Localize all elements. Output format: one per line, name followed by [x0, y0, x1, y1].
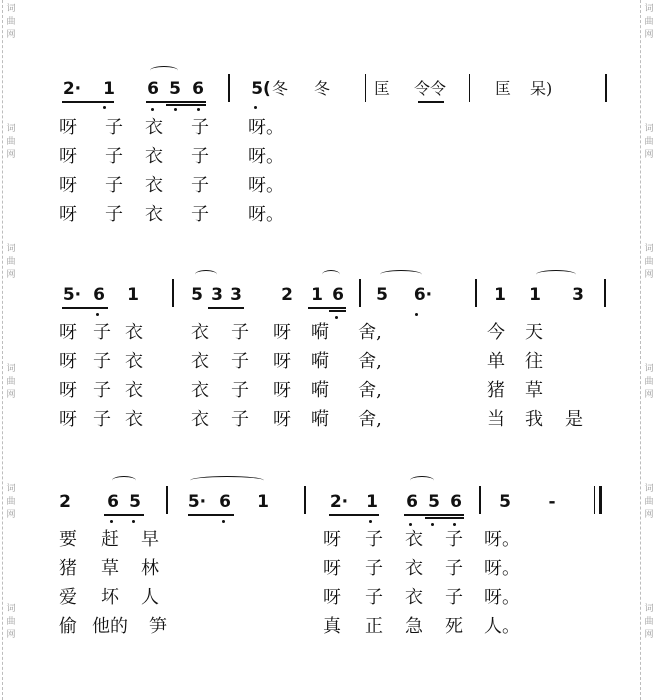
note-underline [329, 310, 346, 312]
lower-octave-dot [96, 313, 99, 316]
note-underline [166, 104, 206, 106]
lyric-syllable: 子 [445, 529, 463, 550]
lyric-syllable: 子 [105, 175, 123, 196]
note-underline [62, 101, 114, 103]
note-underline [104, 514, 144, 516]
lyric-syllable: 猪 [59, 558, 77, 579]
watermark-char: 词 [6, 244, 16, 254]
lyric-syllable: 死 [445, 616, 463, 637]
note-underline [146, 101, 206, 103]
lyric-syllable: 衣 [191, 409, 209, 430]
lyric-syllable: 呀。 [248, 204, 284, 225]
watermark-char: 网 [6, 150, 16, 160]
lyric-syllable: 子 [231, 351, 249, 372]
slur [380, 270, 422, 279]
lower-octave-dot [103, 106, 106, 109]
lyric-syllable: 呀 [323, 587, 341, 608]
note: 1 [366, 492, 378, 512]
lyric-syllable: 子 [365, 587, 383, 608]
lyric-syllable: 呀 [323, 529, 341, 550]
watermark-char: 词 [6, 484, 16, 494]
lyric-syllable: 呀 [59, 351, 77, 372]
lyric-syllable: 呀 [273, 380, 291, 401]
note: 6 [450, 492, 462, 512]
watermark-char: 曲 [6, 17, 16, 27]
note: 5· [187, 492, 207, 512]
watermark-char: 网 [6, 390, 16, 400]
watermark-char: 曲 [6, 617, 16, 627]
lyric-syllable: 呀 [59, 204, 77, 225]
slur [536, 270, 576, 279]
lyric-syllable: 嗬 [311, 322, 329, 343]
final-barline-thick [599, 486, 602, 514]
note: 5 [129, 492, 141, 512]
watermark-char: 网 [6, 270, 16, 280]
lyric-syllable: 呀 [273, 351, 291, 372]
lyric-syllable: 衣 [125, 380, 143, 401]
note-underline [308, 307, 346, 309]
barline [304, 486, 306, 514]
note: 2 [281, 285, 293, 305]
lyric-syllable: 嗬 [311, 409, 329, 430]
note: 5( [251, 79, 271, 99]
slur [112, 476, 136, 485]
note: 1 [257, 492, 269, 512]
watermark-char: 曲 [644, 377, 654, 387]
note: 5 [191, 285, 203, 305]
lyric-syllable: 早 [141, 529, 159, 550]
watermark-char: 曲 [644, 497, 654, 507]
lyric-syllable: 子 [231, 322, 249, 343]
lyric-syllable: 呀 [273, 322, 291, 343]
slur [195, 270, 217, 279]
lyric-syllable: 呀。 [248, 175, 284, 196]
lyric-syllable: 子 [105, 117, 123, 138]
lyric-syllable: 衣 [145, 146, 163, 167]
left-watermark-strip [2, 0, 19, 700]
lyric-syllable: 衣 [125, 322, 143, 343]
lyric-syllable: 呀。 [484, 558, 520, 579]
note: 1 [311, 285, 323, 305]
note: 6 [219, 492, 231, 512]
note: - [548, 492, 556, 512]
final-barline-thin [594, 486, 595, 514]
lyric-syllable: 嗬 [311, 351, 329, 372]
lower-octave-dot [409, 523, 412, 526]
note: 6 [107, 492, 119, 512]
lyric-syllable: 呀。 [248, 146, 284, 167]
lower-octave-dot [453, 523, 456, 526]
lyric-syllable: 子 [365, 558, 383, 579]
lower-octave-dot [415, 313, 418, 316]
lyric-syllable: 呀 [59, 175, 77, 196]
lyric-syllable: 爱 [59, 587, 77, 608]
lyric-syllable: 子 [191, 204, 209, 225]
lyric-syllable: 衣 [125, 409, 143, 430]
note: 3 [572, 285, 584, 305]
note: 2 [59, 492, 71, 512]
barline [605, 74, 607, 102]
lyric-syllable: 呀 [59, 380, 77, 401]
lyric-syllable: 坏 [101, 587, 119, 608]
lyric-syllable: 子 [191, 146, 209, 167]
lower-octave-dot [110, 520, 113, 523]
watermark-char: 曲 [644, 617, 654, 627]
lyric-syllable: 衣 [125, 351, 143, 372]
lyric-syllable: 衣 [145, 117, 163, 138]
watermark-char: 网 [644, 510, 654, 520]
watermark-char: 曲 [6, 137, 16, 147]
lyric-syllable: 人 [141, 587, 159, 608]
lower-octave-dot [197, 108, 200, 111]
lyric-syllable: 子 [93, 351, 111, 372]
lower-octave-dot [151, 108, 154, 111]
barline [604, 279, 606, 307]
lyric-syllable: 笋 [149, 616, 167, 637]
barline [228, 74, 230, 102]
note: 3 [230, 285, 242, 305]
lyric-syllable: 人。 [484, 616, 520, 637]
note: 3 [211, 285, 223, 305]
watermark-char: 曲 [6, 497, 16, 507]
lyric-syllable: 猪 [487, 380, 505, 401]
watermark-char: 词 [6, 4, 16, 14]
lyric-syllable: 是 [565, 409, 583, 430]
note: 5· [62, 285, 82, 305]
watermark-char: 网 [644, 150, 654, 160]
watermark-char: 词 [644, 244, 654, 254]
lyric-syllable: 子 [191, 117, 209, 138]
barline [172, 279, 174, 307]
note: 6 [147, 79, 159, 99]
lyric-syllable: 单 [487, 351, 505, 372]
lower-octave-dot [174, 108, 177, 111]
watermark-char: 词 [644, 4, 654, 14]
slur [410, 476, 434, 485]
watermark-char: 词 [6, 124, 16, 134]
lower-octave-dot [132, 520, 135, 523]
lyric-syllable: 舍, [358, 322, 382, 343]
note-underline [188, 514, 234, 516]
lyric-syllable: 子 [93, 409, 111, 430]
right-watermark-strip [640, 0, 657, 700]
barline [479, 486, 481, 514]
lyric-syllable: 呀 [59, 409, 77, 430]
lyric-syllable: 要 [59, 529, 77, 550]
lyric-syllable: 林 [141, 558, 159, 579]
watermark-char: 词 [644, 364, 654, 374]
barline [166, 486, 168, 514]
slur [190, 476, 264, 485]
watermark-char: 网 [644, 270, 654, 280]
note: 6 [332, 285, 344, 305]
lyric-syllable: 舍, [358, 351, 382, 372]
watermark-char: 曲 [644, 257, 654, 267]
lower-octave-dot [431, 523, 434, 526]
watermark-char: 网 [644, 630, 654, 640]
note-underline [208, 307, 244, 309]
lyric-syllable: 子 [445, 587, 463, 608]
watermark-char: 词 [6, 364, 16, 374]
lyric-syllable: 衣 [145, 175, 163, 196]
lyric-syllable: 子 [105, 146, 123, 167]
watermark-char: 网 [644, 30, 654, 40]
lyric-syllable: 当 [487, 409, 505, 430]
barline [359, 279, 361, 307]
percussion-syllable: 匡 [495, 79, 512, 98]
note-underline [425, 517, 464, 519]
barline [475, 279, 477, 307]
watermark-char: 曲 [6, 257, 16, 267]
note: 1 [494, 285, 506, 305]
note-underline [404, 514, 464, 516]
percussion-syllable: 令令 [414, 79, 447, 98]
lyric-syllable: 呀 [323, 558, 341, 579]
lyric-syllable: 草 [525, 380, 543, 401]
lyric-syllable: 衣 [191, 351, 209, 372]
lyric-syllable: 正 [365, 616, 383, 637]
note: 1 [127, 285, 139, 305]
lyric-syllable: 衣 [191, 380, 209, 401]
lyric-syllable: 衣 [405, 587, 423, 608]
lyric-syllable: 他的 [92, 616, 128, 637]
lyric-syllable: 呀 [59, 117, 77, 138]
lyric-syllable: 往 [525, 351, 543, 372]
lyric-syllable: 子 [231, 409, 249, 430]
lyric-syllable: 舍, [358, 380, 382, 401]
lower-octave-dot [254, 106, 257, 109]
watermark-char: 曲 [644, 137, 654, 147]
lyric-syllable: 衣 [405, 529, 423, 550]
note: 2· [62, 79, 82, 99]
lyric-syllable: 今 [487, 322, 505, 343]
lyric-syllable: 我 [525, 409, 543, 430]
lyric-syllable: 呀。 [484, 529, 520, 550]
note: 1 [103, 79, 115, 99]
percussion-syllable: 冬 [314, 79, 331, 98]
lyric-syllable: 呀 [273, 409, 291, 430]
lyric-syllable: 呀。 [484, 587, 520, 608]
lyric-syllable: 子 [365, 529, 383, 550]
lyric-syllable: 子 [105, 204, 123, 225]
note: 6 [93, 285, 105, 305]
note: 6 [192, 79, 204, 99]
lower-octave-dot [369, 520, 372, 523]
watermark-char: 词 [644, 604, 654, 614]
slur [322, 270, 340, 279]
watermark-char: 曲 [6, 377, 16, 387]
lyric-syllable: 呀 [59, 322, 77, 343]
note: 2· [329, 492, 349, 512]
percussion-syllable: 冬 [272, 79, 289, 98]
note: 5 [428, 492, 440, 512]
note: 5 [376, 285, 388, 305]
watermark-char: 网 [644, 390, 654, 400]
watermark-char: 曲 [644, 17, 654, 27]
note-underline [418, 101, 444, 103]
watermark-char: 网 [6, 30, 16, 40]
note: 6 [406, 492, 418, 512]
note: 1 [529, 285, 541, 305]
barline [469, 74, 470, 102]
percussion-syllable: 呆) [530, 79, 553, 98]
lyric-syllable: 偷 [59, 616, 77, 637]
note: 6· [413, 285, 433, 305]
lyric-syllable: 子 [93, 322, 111, 343]
watermark-char: 词 [644, 484, 654, 494]
lyric-syllable: 子 [445, 558, 463, 579]
lyric-syllable: 子 [191, 175, 209, 196]
lyric-syllable: 舍, [358, 409, 382, 430]
watermark-char: 词 [644, 124, 654, 134]
lyric-syllable: 嗬 [311, 380, 329, 401]
note-underline [329, 514, 379, 516]
percussion-syllable: 匡 [374, 79, 391, 98]
lyric-syllable: 呀。 [248, 117, 284, 138]
watermark-char: 网 [6, 510, 16, 520]
lyric-syllable: 衣 [191, 322, 209, 343]
barline [365, 74, 366, 102]
slur [150, 66, 178, 75]
watermark-char: 网 [6, 630, 16, 640]
note-underline [62, 307, 108, 309]
lyric-syllable: 草 [101, 558, 119, 579]
lyric-syllable: 急 [405, 616, 423, 637]
lyric-syllable: 真 [323, 616, 341, 637]
lyric-syllable: 子 [93, 380, 111, 401]
lyric-syllable: 衣 [405, 558, 423, 579]
lyric-syllable: 呀 [59, 146, 77, 167]
watermark-char: 词 [6, 604, 16, 614]
lower-octave-dot [222, 520, 225, 523]
note: 5 [499, 492, 511, 512]
lyric-syllable: 子 [231, 380, 249, 401]
note: 5 [169, 79, 181, 99]
lyric-syllable: 天 [525, 322, 543, 343]
lyric-syllable: 赶 [101, 529, 119, 550]
lyric-syllable: 衣 [145, 204, 163, 225]
lower-octave-dot [335, 316, 338, 319]
